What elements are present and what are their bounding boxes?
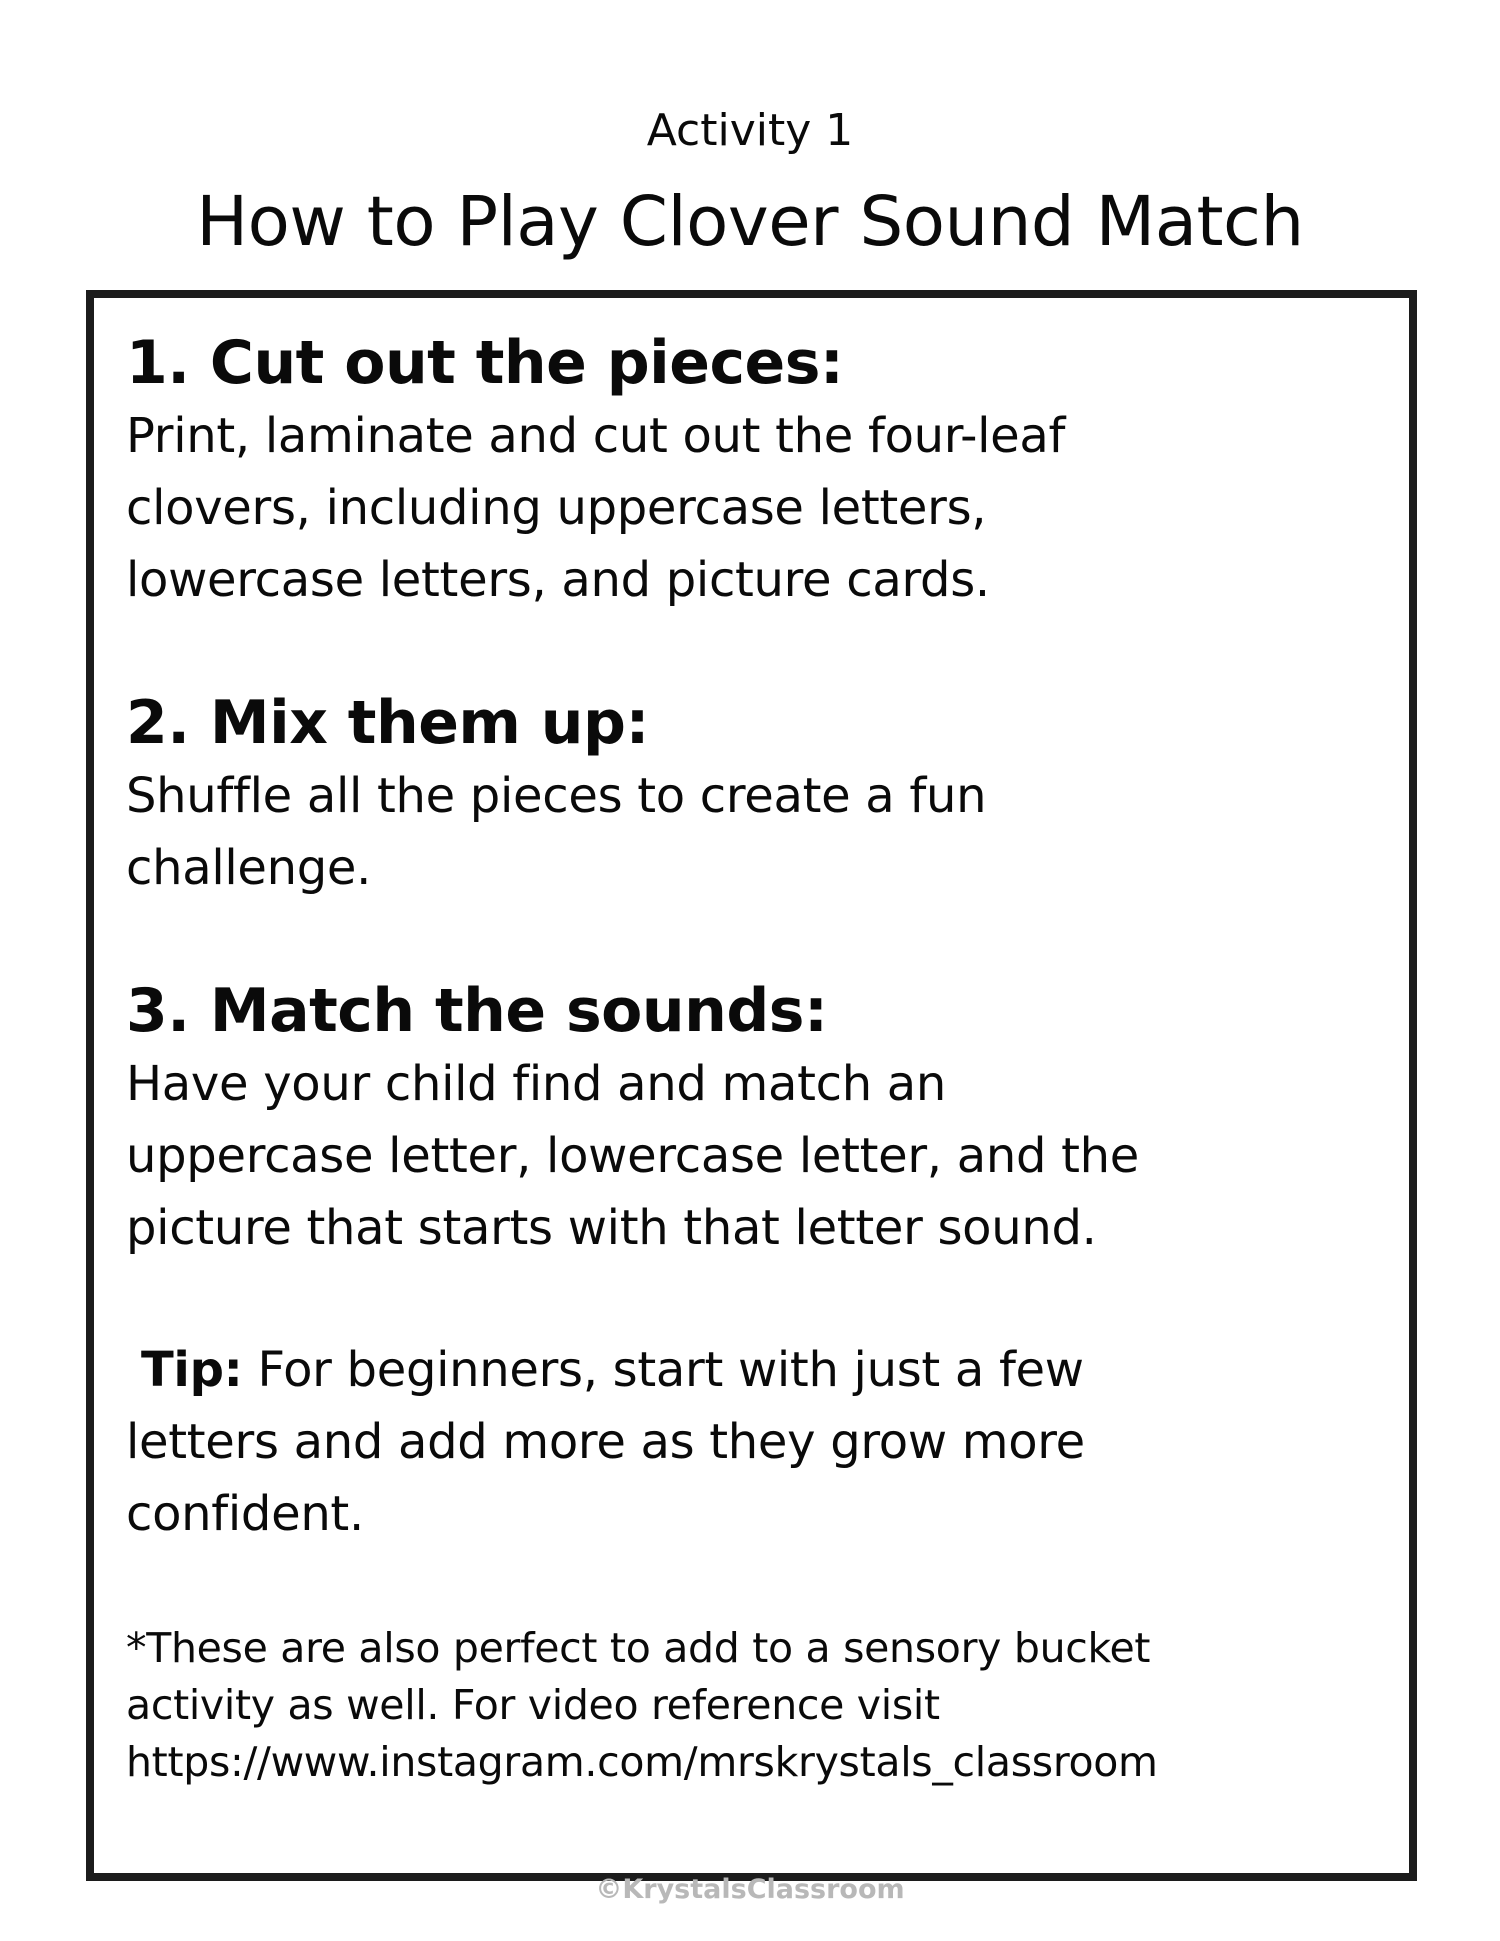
step-3-line: Have your child find and match an bbox=[126, 1056, 947, 1112]
step-2-line: challenge. bbox=[126, 840, 372, 896]
step-3-line: picture that starts with that letter sound. bbox=[126, 1200, 1097, 1256]
step-3 bbox=[126, 974, 1396, 1264]
note-line: activity as well. For video reference visit bbox=[126, 1681, 940, 1729]
step-1-line: Print, laminate and cut out the four-leaf bbox=[126, 408, 1066, 464]
step-1-line: lowercase letters, and picture cards. bbox=[126, 552, 990, 608]
sensory-note bbox=[126, 1620, 1396, 1791]
tip-line: confident. bbox=[126, 1486, 364, 1542]
step-3-text bbox=[126, 1048, 1396, 1264]
step-3-line: uppercase letter, lowercase letter, and the bbox=[126, 1128, 1139, 1184]
instructions-content bbox=[126, 326, 1396, 1791]
step-1-heading: 1. Cut out the pieces: bbox=[126, 328, 844, 398]
page-title: How to Play Clover Sound Match bbox=[196, 182, 1304, 262]
copyright-footer: ©KrystalsClassroom bbox=[595, 1874, 905, 1905]
step-1 bbox=[126, 326, 1396, 616]
instagram-link[interactable]: https://www.instagram.com/mrskrystals_classroom bbox=[126, 1738, 1158, 1786]
tip-line: For beginners, start with just a few bbox=[242, 1342, 1084, 1398]
activity-subtitle: Activity 1 bbox=[646, 105, 854, 156]
tip-label: Tip: bbox=[140, 1342, 243, 1398]
step-1-line: clovers, including uppercase letters, bbox=[126, 480, 987, 536]
tip-line: letters and add more as they grow more bbox=[126, 1414, 1085, 1470]
note-line: *These are also perfect to add to a sensory bucket bbox=[126, 1624, 1151, 1672]
step-1-text bbox=[126, 400, 1396, 616]
tip-first-line bbox=[126, 1334, 1396, 1406]
instructions-box bbox=[86, 290, 1417, 1881]
step-3-heading: 3. Match the sounds: bbox=[126, 976, 828, 1046]
step-2 bbox=[126, 686, 1396, 904]
tip-paragraph bbox=[126, 1334, 1396, 1550]
step-2-line: Shuffle all the pieces to create a fun bbox=[126, 768, 987, 824]
step-2-text bbox=[126, 760, 1396, 904]
step-2-heading: 2. Mix them up: bbox=[126, 688, 649, 758]
